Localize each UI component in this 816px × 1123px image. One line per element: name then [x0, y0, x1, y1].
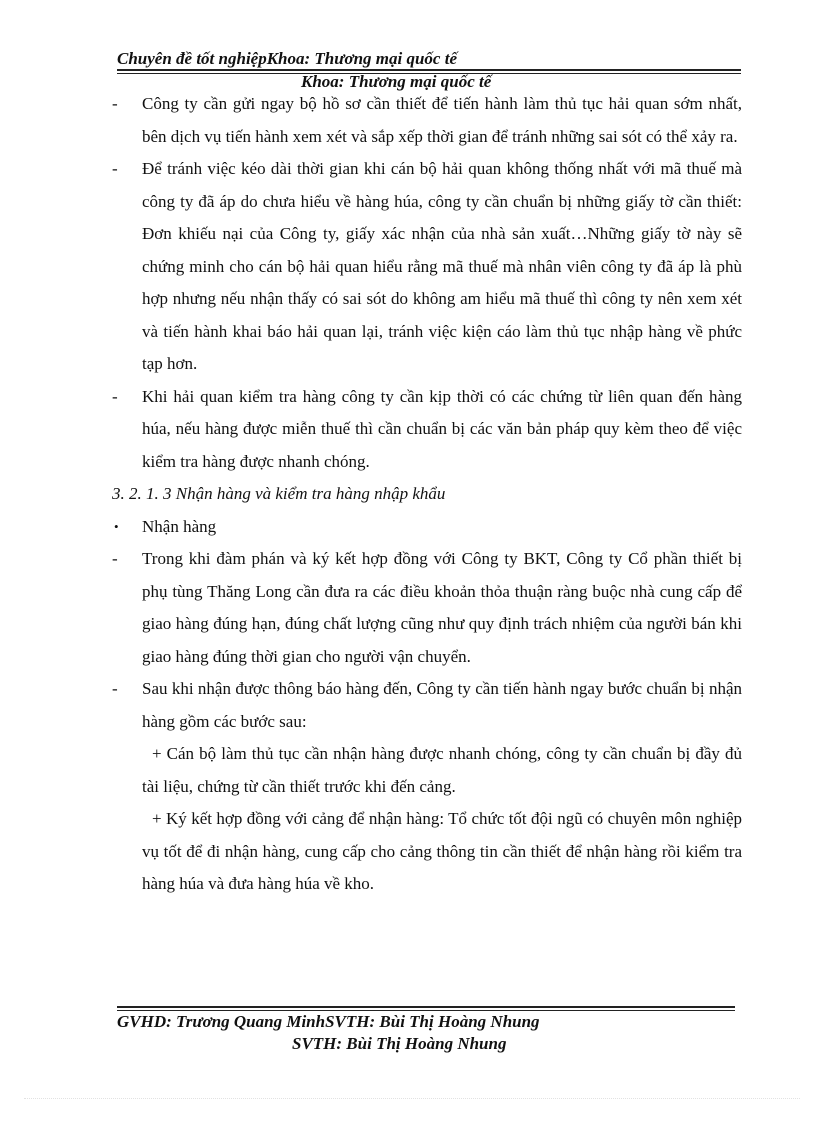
dash-marker: - [112, 159, 118, 178]
list-item [112, 543, 742, 673]
page-boundary [24, 1098, 800, 1099]
sub-step: + Cán bộ làm thủ tục cần nhận hàng được nhanh chóng, công ty cần chuẩn bị đầy đủ tài liệu, chứng từ cần thiết trước khi đến cảng. [142, 744, 742, 796]
paragraph-text: Khi hải quan kiểm tra hàng công ty cần kịp thời có các chứng từ liên quan đến hàng húa, nếu hàng được miễn thuế thì cần chuẩn bị các văn bản pháp quy kèm theo để việc kiểm tra hàng được nhanh chóng. [142, 386, 742, 471]
dash-marker: - [112, 94, 118, 113]
header-title: Chuyên đề tốt nghiệpKhoa: Thương mại quốc tế [117, 49, 457, 68]
paragraph-text: Để tránh việc kéo dài thời gian khi cán bộ hải quan không thống nhất với mã thuế mà công ty đã áp do chưa hiểu về hàng húa, công ty cần chuẩn bị những giấy tờ cần thiết: Đơn khiếu nại của Công ty, giấy xác nhận của nhà sản xuất…Những giấy tờ này sẽ chứng minh cho cán bộ hải quan hiểu rằng mã thuế mà nhân viên công ty đã áp là phù hợp nhưng nếu nhận thấy có sai sót do không am hiểu mã thuế thì công ty nên xem xét và tiến hành khai báo hải quan lại, tránh việc kiện cáo làm thủ tục nhập hàng về phức tạp hơn. [142, 159, 742, 373]
dash-marker: - [112, 386, 118, 406]
list-item [112, 88, 742, 153]
page-body [112, 88, 742, 901]
list-item [112, 673, 742, 738]
sub-step: + Ký kết hợp đồng với cảng để nhận hàng: Tổ chức tốt đội ngũ có chuyên môn nghiệp vụ tốt để đi nhận hàng, cung cấp cho cảng thông tin cần thiết để nhận hàng rồi kiểm tra hàng húa và đưa hàng húa về kho. [142, 809, 742, 893]
footer-student: SVTH: Bùi Thị Hoàng Nhung [292, 1034, 507, 1053]
bullet-item [112, 511, 742, 544]
paragraph-text: Sau khi nhận được thông báo hàng đến, Công ty cần tiến hành ngay bước chuẩn bị nhận hàng gồm các bước sau: [142, 679, 742, 731]
header-faculty: Khoa: Thương mại quốc tế [301, 72, 492, 91]
dash-marker: - [112, 549, 118, 568]
footer-rule-thin [117, 1010, 735, 1011]
footer-advisor: GVHD: Trương Quang MinhSVTH: Bùi Thị Hoàng Nhung [117, 1012, 540, 1031]
list-item [112, 153, 742, 381]
footer-rule-thick [117, 1006, 735, 1008]
section-heading: 3. 2. 1. 3 Nhận hàng và kiểm tra hàng nhập khẩu [112, 484, 446, 503]
header-rule-thick [117, 69, 741, 71]
paragraph-text: Trong khi đàm phán và ký kết hợp đồng với Công ty BKT, Công ty Cổ phần thiết bị phụ tùng Thăng Long cần đưa ra các điều khoản thỏa thuận ràng buộc nhà cung cấp để giao hàng đúng hạn, đúng chất lượng cũng như quy định trách nhiệm của người bán khi giao hàng đúng thời gian cho người vận chuyển. [142, 549, 742, 666]
dash-marker: - [112, 679, 118, 698]
list-item [112, 381, 742, 479]
bullet-icon: • [114, 518, 119, 534]
bullet-text: Nhận hàng [142, 516, 217, 536]
paragraph-text: Công ty cần gửi ngay bộ hồ sơ cần thiết để tiến hành làm thủ tục hải quan sớm nhất, bên dịch vụ tiến hành xem xét và sắp xếp thời gian để tránh những sai sót có thể xảy ra. [142, 94, 742, 146]
